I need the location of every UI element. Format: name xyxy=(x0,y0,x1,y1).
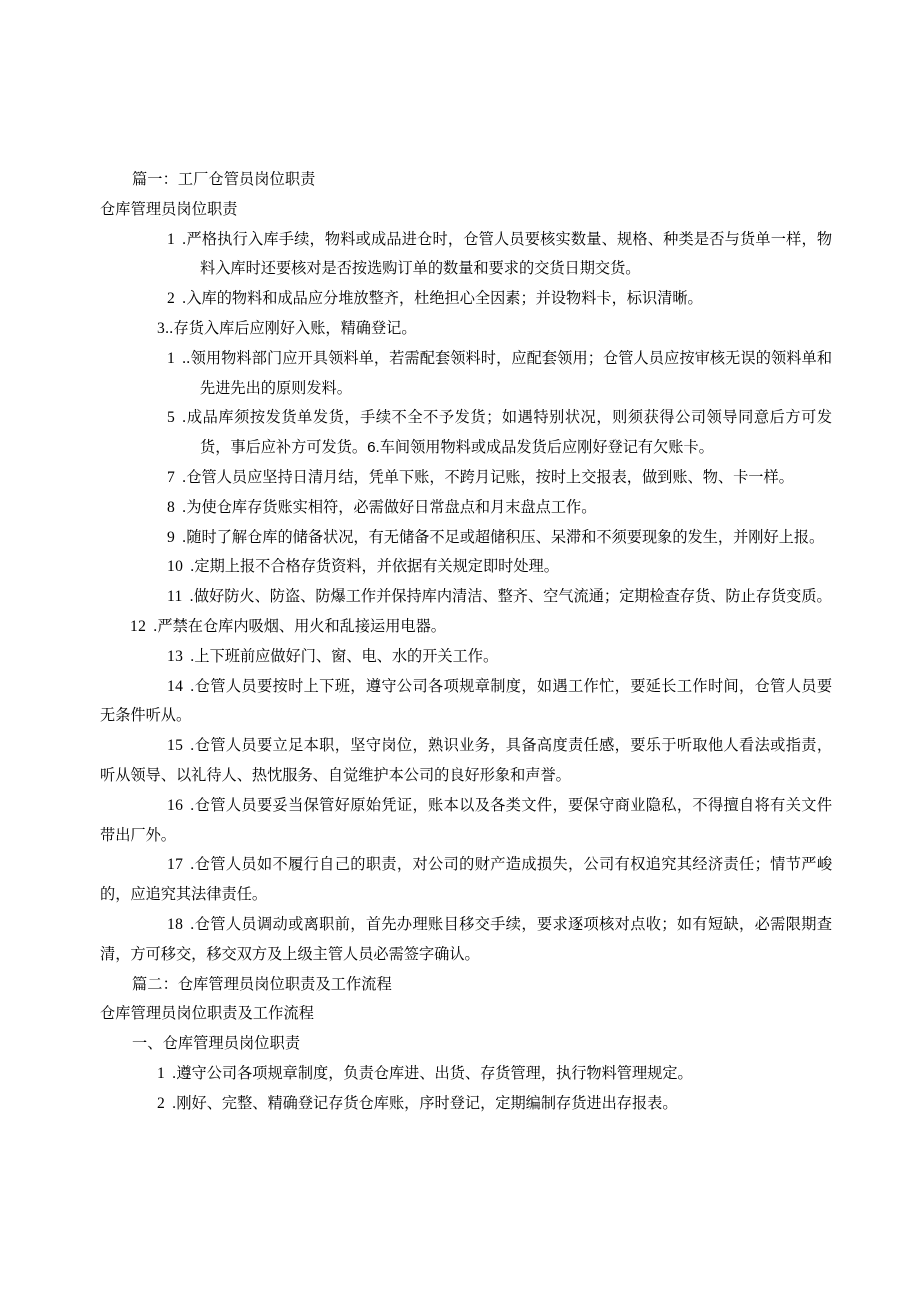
list-item-text: 存货入库后应刚好入账，精确登记。 xyxy=(173,319,417,337)
list-item-number: 1 xyxy=(167,349,176,367)
list-item-text: 仓管人员应坚持日清月结，凭单下账，不跨月记账，按时上交报表，做到账、物、卡一样。 xyxy=(186,468,794,486)
list-item-separator: . xyxy=(190,558,195,576)
list-item-text: 成品库须按发货单发货，手续不全不予发货；如遇特别状况，则须获得公司领导同意后方可发货，事后应补方可发货。6.车间领用物料或成品发货后应刚好登记有欠账卡。 xyxy=(186,409,832,457)
section1-subheading xyxy=(100,195,832,225)
section1-subheading-text: 仓库管理员岗位职责 xyxy=(100,200,238,218)
list-item-number: 10 xyxy=(167,558,184,576)
list-item-number: 2 xyxy=(167,290,176,308)
list-item-text: 为使仓库存货账实相符，必需做好日常盘点和月末盘点工作。 xyxy=(186,498,597,516)
list-item-text: 上下班前应做好门、窗、电、水的开关工作。 xyxy=(194,647,499,665)
section2-subsection-heading xyxy=(100,1029,832,1059)
list-item xyxy=(100,850,832,910)
list-item-separator: . xyxy=(172,1094,177,1112)
list-item xyxy=(100,642,832,672)
list-item xyxy=(100,284,832,314)
list-item xyxy=(100,225,832,285)
list-item-number: 1 xyxy=(167,230,176,248)
list-item xyxy=(100,403,832,463)
list-item-number: 8 xyxy=(167,498,176,516)
list-item-number: 15 xyxy=(167,737,184,755)
section2-heading-text: 篇二：仓库管理员岗位职责及工作流程 xyxy=(132,975,392,993)
list-item-separator: . xyxy=(190,677,195,695)
section2-subsection-text: 一、仓库管理员岗位职责 xyxy=(132,1035,301,1053)
section2-subheading-text: 仓库管理员岗位职责及工作流程 xyxy=(100,1005,315,1023)
list-item xyxy=(100,910,832,970)
list-item xyxy=(100,582,832,612)
list-item-number: 14 xyxy=(167,677,184,695)
list-item-separator: . xyxy=(182,468,187,486)
list-item xyxy=(100,1059,832,1089)
list-item-separator: .. xyxy=(182,349,191,367)
list-item-number: 17 xyxy=(167,856,184,874)
list-item xyxy=(100,612,832,642)
list-item xyxy=(100,1089,832,1119)
list-item-separator: . xyxy=(190,915,195,933)
list-item xyxy=(100,523,832,553)
list-item-separator: . xyxy=(190,737,195,755)
list-item-text: 仓管人员如不履行自己的职责，对公司的财产造成损失，公司有权追究其经济责任；情节严峻的，应追究其法律责任。 xyxy=(100,856,832,904)
list-item-number: 18 xyxy=(167,915,184,933)
list-item-separator: . xyxy=(182,498,187,516)
list-item-text: 遵守公司各项规章制度，负责仓库进、出货、存货管理，执行物料管理规定。 xyxy=(176,1064,693,1082)
list-item xyxy=(100,791,832,851)
list-item-number: 1 xyxy=(157,1064,166,1082)
list-item-separator: .. xyxy=(165,319,174,337)
list-item-number: 7 xyxy=(167,468,176,486)
list-item-text: 入库的物料和成品应分堆放整齐，杜绝担心全因素；并设物料卡，标识清晰。 xyxy=(186,290,703,308)
list-item xyxy=(100,731,832,791)
list-item-separator: . xyxy=(190,647,195,665)
list-item-text: 严格执行入库手续，物料或成品进仓时，仓管人员要核实数量、规格、种类是否与货单一样，物料入库时还要核对是否按选购订单的数量和要求的交货日期交货。 xyxy=(186,230,832,278)
list-item xyxy=(100,314,832,344)
section2-subheading xyxy=(100,999,832,1029)
list-item-number: 3 xyxy=(157,319,166,337)
list-item-number: 13 xyxy=(167,647,184,665)
list-item xyxy=(100,672,832,732)
list-item-separator: . xyxy=(182,290,187,308)
document-body xyxy=(100,165,832,1119)
list-item-separator: . xyxy=(190,796,195,814)
list-item-text: 仓管人员要按时上下班，遵守公司各项规章制度，如遇工作忙，要延长工作时间，仓管人员要无条件听从。 xyxy=(100,677,832,725)
list-item-separator: . xyxy=(182,528,187,546)
section1-heading-text: 篇一：工厂仓管员岗位职责 xyxy=(132,171,316,188)
list-item-text: 仓管人员要妥当保管好原始凭证，账本以及各类文件，要保守商业隐私，不得擅自将有关文件带出厂外。 xyxy=(100,796,832,844)
list-item-text: 仓管人员要立足本职，坚守岗位，熟识业务，具备高度责任感，要乐于听取他人看法或指责，听从领导、以礼待人、热忱服务、自觉维护本公司的良好形象和声誉。 xyxy=(100,737,832,784)
list-item-text: 刚好、完整、精确登记存货仓库账，序时登记，定期编制存货进出存报表。 xyxy=(176,1094,678,1112)
list-item-number: 2 xyxy=(157,1094,166,1112)
list-item xyxy=(100,344,832,404)
list-item-text: 严禁在仓库内吸烟、用火和乱接运用电器。 xyxy=(157,617,446,635)
section1-heading xyxy=(100,165,832,195)
section2-heading xyxy=(100,970,832,1000)
list-item xyxy=(100,463,832,493)
list-item-separator: . xyxy=(153,617,158,635)
list-item-separator: . xyxy=(182,409,187,427)
list-item-text: 随时了解仓库的储备状况，有无储备不足或超储积压、呆滞和不须要现象的发生，并刚好上报。 xyxy=(186,528,825,546)
list-item-number: 12 xyxy=(130,617,147,635)
list-item-text: 做好防火、防盗、防爆工作并保持库内清洁、整齐、空气流通；定期检查存货、防止存货变质。 xyxy=(193,588,832,606)
list-item-number: 11 xyxy=(167,588,183,606)
list-item-separator: . xyxy=(172,1064,177,1082)
list-item-number: 5 xyxy=(167,409,176,427)
list-item-separator: . xyxy=(190,856,195,874)
list-item-separator: . xyxy=(189,588,194,606)
list-item-text: 仓管人员调动或离职前，首先办理账目移交手续，要求逐项核对点收；如有短缺，必需限期查清，方可移交，移交双方及上级主管人员必需签字确认。 xyxy=(100,915,832,963)
list-item-number: 16 xyxy=(167,796,184,814)
list-item xyxy=(100,493,832,523)
list-item xyxy=(100,552,832,582)
list-item-text: 领用物料部门应开具领料单，若需配套领料时，应配套领用；仓管人员应按审核无误的领料单和先进先出的原则发料。 xyxy=(190,349,832,397)
list-item-number: 9 xyxy=(167,528,176,546)
list-item-text: 定期上报不合格存货资料，并依据有关规定即时处理。 xyxy=(194,558,559,576)
list-item-separator: . xyxy=(182,230,187,248)
